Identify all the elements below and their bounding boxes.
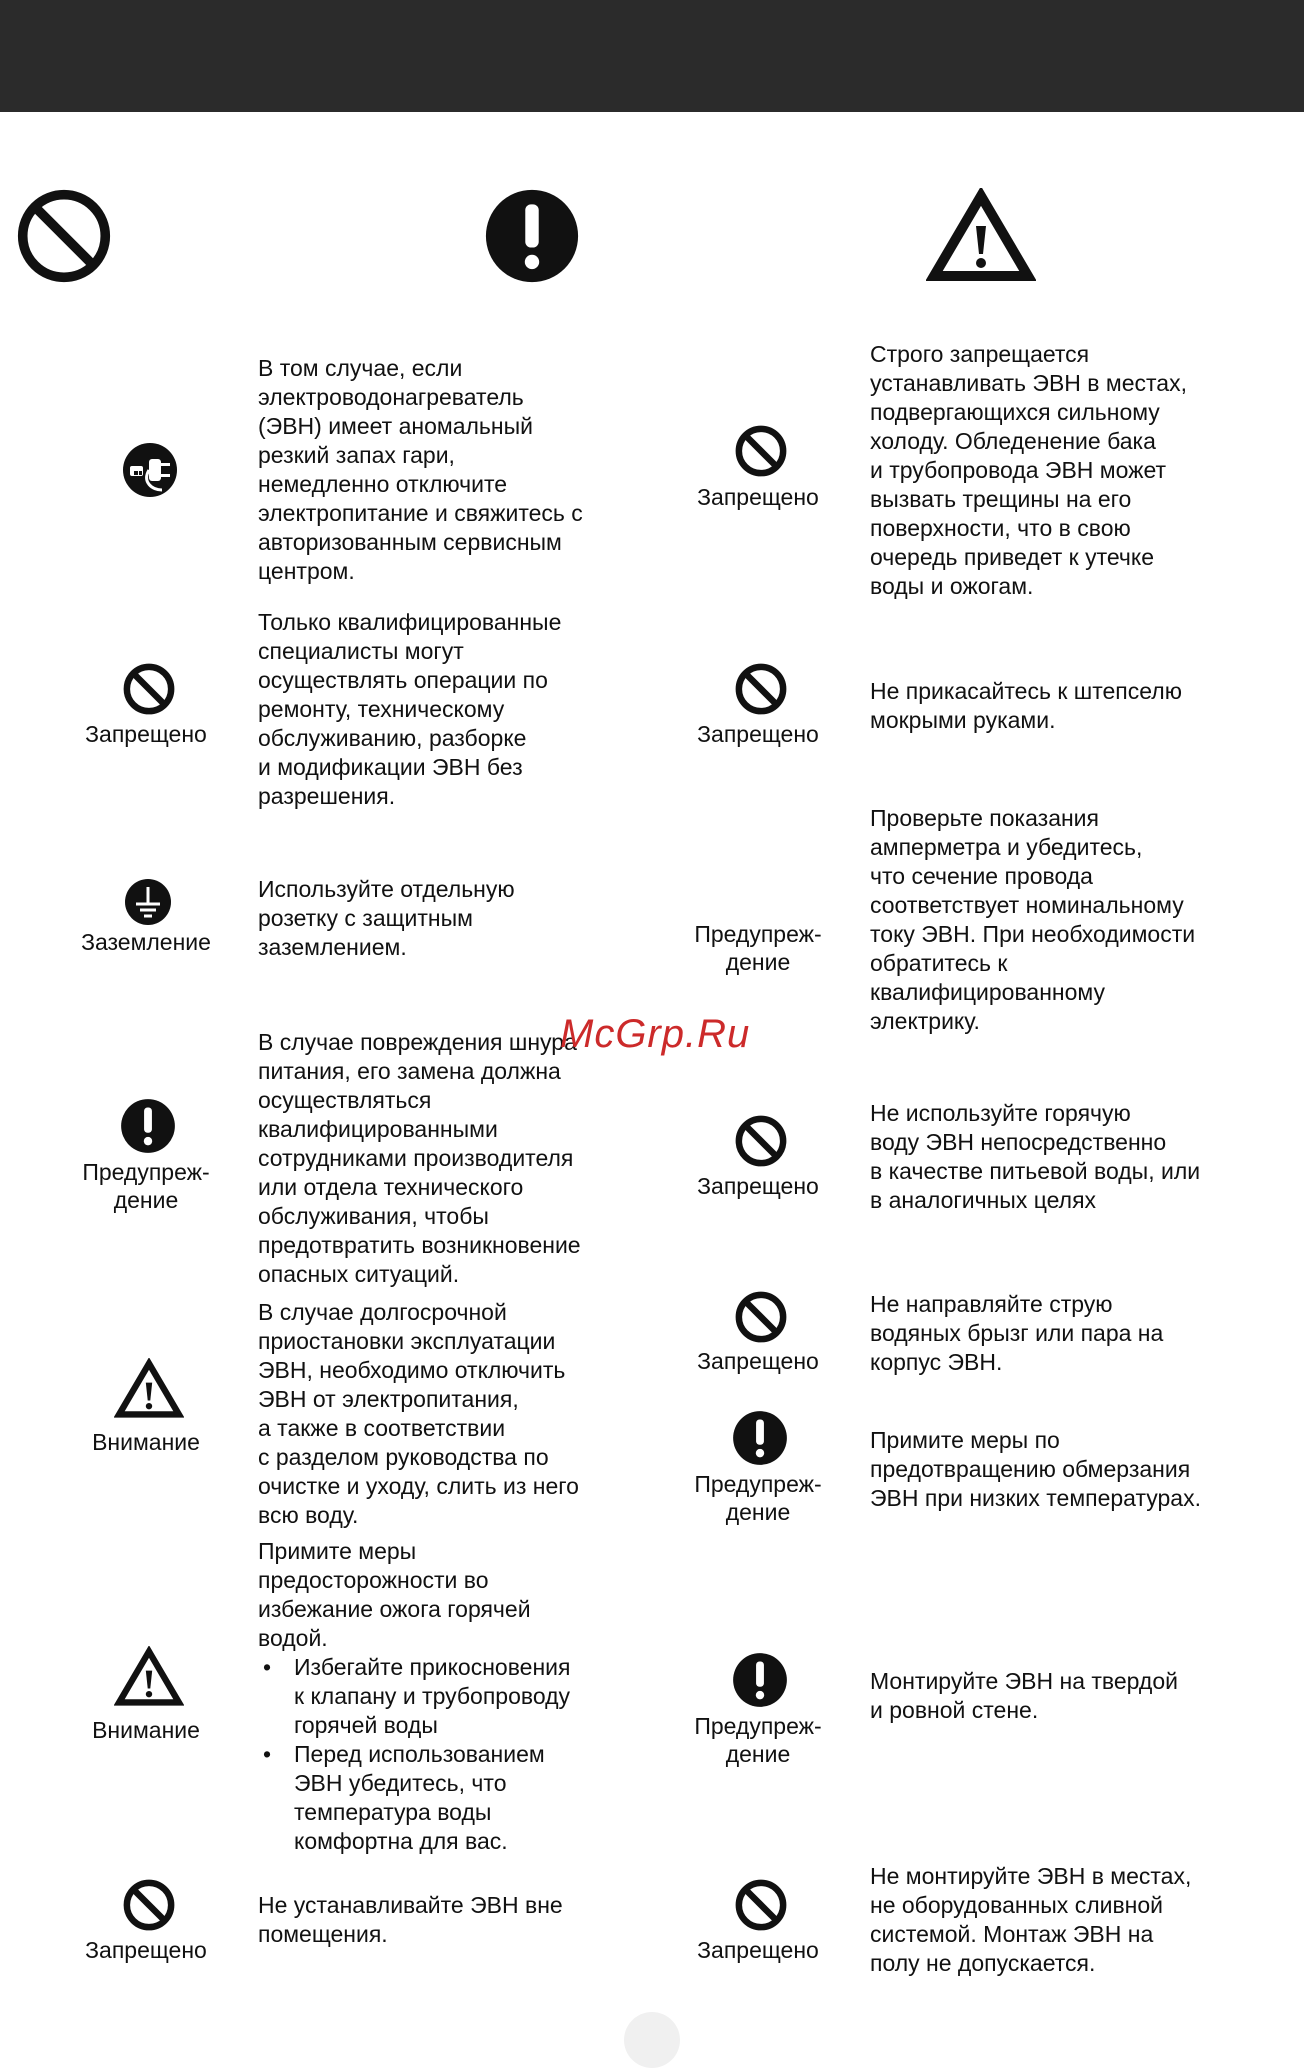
right-item-3-text: Проверьте показания амперметра и убедитесь, что сечение провода соответствует номинальному току ЭВН. При необходимости обратитесь к квалифицированному электрику.: [870, 805, 1196, 1034]
label-forbidden: Запрещено: [697, 1348, 819, 1374]
right-item-7-text: Монтируйте ЭВН на твердой и ровной стене.: [870, 1668, 1178, 1723]
mandatory-action-icon: [120, 1098, 176, 1154]
prohibition-icon: [734, 1114, 788, 1168]
right-item-5-text: Не направляйте струю водяных брызг или пара на корпус ЭВН.: [870, 1291, 1164, 1375]
label-forbidden: Запрещено: [85, 1937, 207, 1963]
warning-triangle-icon: [114, 1646, 184, 1708]
left-item-1-text: В том случае, если электроводонагреватель (ЭВН) имеет аномальный резкий запах гари, немедленно отключите электропитание и свяжитесь с авторизованным сервисным центром.: [258, 355, 583, 584]
list-item: • Избегайте прикосновения к клапану и трубопроводу горячей воды: [258, 1653, 570, 1740]
unplug-icon: [122, 442, 178, 498]
left-item-6-list: [258, 1653, 570, 1856]
label-forbidden: Запрещено: [697, 484, 819, 510]
right-item-8-text: Не монтируйте ЭВН в местах, не оборудованных сливной системой. Монтаж ЭВН на полу не допускается.: [870, 1863, 1192, 1976]
mandatory-action-icon: [732, 1652, 788, 1708]
mandatory-action-icon: [732, 1410, 788, 1466]
header-bar: [0, 0, 1304, 112]
right-item-4-text: Не используйте горячую воду ЭВН непосредственно в качестве питьевой воды, или в аналогичных целях: [870, 1100, 1201, 1213]
label-caution: Внимание: [92, 1717, 200, 1743]
right-item-2-text: Не прикасайтесь к штепселю мокрыми руками.: [870, 678, 1182, 733]
warning-triangle-icon: [926, 188, 1036, 284]
label-warning: Предупреж- дение: [82, 1159, 210, 1213]
prohibition-icon: [734, 1878, 788, 1932]
left-item-7-text: Не устанавливайте ЭВН вне помещения.: [258, 1892, 563, 1947]
prohibition-icon: [122, 662, 176, 716]
right-item-1-text: Строго запрещается устанавливать ЭВН в местах, подвергающихся сильному холоду. Обледенение бака и трубопровода ЭВН может вызвать трещины на его поверхности, что в свою очередь приведет к утечке воды и ожогам.: [870, 341, 1187, 599]
label-forbidden: Запрещено: [697, 1173, 819, 1199]
label-warning: Предупреж- дение: [694, 1713, 822, 1767]
watermark: McGrp.Ru: [560, 1012, 751, 1056]
left-item-6-intro: Примите меры предосторожности во избежание ожога горячей водой.: [258, 1538, 531, 1651]
page-number-circle: [624, 2012, 680, 2068]
label-forbidden: Запрещено: [697, 721, 819, 747]
left-item-6-text: [258, 1537, 570, 1856]
left-item-5-text: В случае долгосрочной приостановки эксплуатации ЭВН, необходимо отключить ЭВН от электропитания, а также в соответствии с разделом руководства по очистке и уходу, слить из него всю воду.: [258, 1299, 579, 1528]
left-item-2-text: Только квалифицированные специалисты могут осуществлять операции по ремонту, техническому обслуживанию, разборке и модификации ЭВН без разрешения.: [258, 609, 562, 809]
ground-icon: [124, 878, 172, 926]
label-warning: Предупреж- дение: [694, 1471, 822, 1525]
prohibition-icon: [122, 1878, 176, 1932]
prohibition-icon: [734, 424, 788, 478]
prohibition-icon: [734, 662, 788, 716]
label-grounding: Заземление: [81, 929, 211, 955]
prohibition-icon: [734, 1290, 788, 1344]
label-caution: Внимание: [92, 1429, 200, 1455]
right-item-6-text: Примите меры по предотвращению обмерзания ЭВН при низких температурах.: [870, 1427, 1201, 1511]
label-warning: Предупреж- дение: [694, 921, 822, 975]
label-forbidden: Запрещено: [697, 1937, 819, 1963]
mandatory-action-icon: [484, 188, 580, 284]
list-item: • Перед использованием ЭВН убедитесь, что температура воды комфортна для вас.: [258, 1740, 570, 1856]
label-forbidden: Запрещено: [85, 721, 207, 747]
left-item-3-text: Используйте отдельную розетку с защитным заземлением.: [258, 876, 515, 960]
left-item-4-text: В случае повреждения шнура питания, его замена должна осуществляться квалифицированными сотрудниками производителя или отдела технического обслуживания, чтобы предотвратить возникновение опасных ситуаций.: [258, 1029, 581, 1287]
warning-triangle-icon: [114, 1358, 184, 1420]
prohibition-icon: [16, 188, 112, 284]
